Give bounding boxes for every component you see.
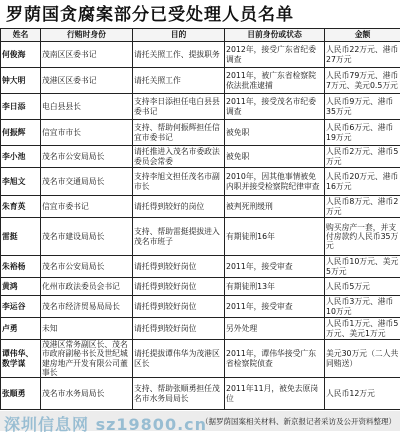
table-row [1, 340, 400, 378]
cell-identity: 茂名市公安局局长 [41, 146, 133, 168]
header-name: 姓名 [1, 29, 41, 42]
cell-identity: 茂名市交通局局长 [41, 168, 133, 196]
cell-amount: 美元30万元（二人共同贿送） [325, 340, 400, 378]
watermark: 深圳信息网 sz19800.cn [4, 412, 207, 435]
cell-amount: 人民币22万元、港币27万元 [325, 42, 400, 68]
cell-name: 李小池 [1, 146, 41, 168]
cell-identity: 茂名市水务局局长 [41, 378, 133, 410]
cell-identity: 信宜市市长 [41, 120, 133, 146]
cell-name: 卢勇 [1, 318, 41, 340]
cell-name: 谭伟华、数学谋 [1, 340, 41, 378]
cell-status: 2010年，因其他事情被免内职并接受检察院纪律审查 [225, 168, 325, 196]
header-amount: 金额 [325, 29, 400, 42]
cell-status: 2012年，接受广东省纪委调查 [225, 42, 325, 68]
cell-status: 2011年11月，被免去原岗位 [225, 378, 325, 410]
cell-identity: 电白县县长 [41, 94, 133, 120]
cell-status: 2011年，接受审查 [225, 296, 325, 318]
cell-amount: 人民币9万元、港币35万元 [325, 94, 400, 120]
cell-status: 2011年，被广东省检察院依法批准逮捕 [225, 68, 325, 94]
table-row [1, 278, 400, 296]
header-identity: 行贿时身份 [41, 29, 133, 42]
cell-identity: 化州市政法委员会书记 [41, 278, 133, 296]
cell-identity: 茂名市公安局局长 [41, 256, 133, 278]
cell-status: 有期徒刑13年 [225, 278, 325, 296]
table-row [1, 256, 400, 278]
cell-identity: 茂南区区委书记 [41, 42, 133, 68]
cell-purpose: 请托关照工作 [133, 68, 225, 94]
table-row [1, 68, 400, 94]
cell-status: 2011年，接受茂名市纪委调查 [225, 94, 325, 120]
cell-purpose: 请托得到较好岗位 [133, 278, 225, 296]
cell-status: 被免职 [225, 146, 325, 168]
cell-purpose: 支持、帮助何振辉担任信宜市委书记 [133, 120, 225, 146]
cell-name: 何俊海 [1, 42, 41, 68]
cell-purpose: 请托得到较好岗位 [133, 318, 225, 340]
cell-name: 何振辉 [1, 120, 41, 146]
table-row [1, 218, 400, 256]
table-row [1, 168, 400, 196]
table-row [1, 378, 400, 410]
table-row [1, 196, 400, 218]
page-title: 罗荫国贪腐案部分已受处理人员名单 [6, 2, 396, 28]
cell-status: 2011年，接受审查 [225, 256, 325, 278]
cell-identity: 茂港区常务副区长、茂名市政府副秘书长及世纪城建房地产开发有限公司董事长 [41, 340, 133, 378]
cell-purpose: 请托关照工作、提拔职务 [133, 42, 225, 68]
cell-purpose: 请托得到较好岗位 [133, 296, 225, 318]
cell-status: 被判死刑缓刑 [225, 196, 325, 218]
cell-name: 朱裕杨 [1, 256, 41, 278]
cell-amount: 人民币8万元、港币2万元 [325, 196, 400, 218]
cell-status: 2011年，谭伟华接受广东省检察院侦查 [225, 340, 325, 378]
cell-purpose: 请托得到较好的岗位 [133, 196, 225, 218]
cell-amount: 人民币79万元、港币7万元、美元0.5万元 [325, 68, 400, 94]
cell-amount: 人民币5万元 [325, 278, 400, 296]
header-status: 目前身份或状态 [225, 29, 325, 42]
cell-name: 张順勇 [1, 378, 41, 410]
cell-amount: 人民币3万元、港币10万元 [325, 296, 400, 318]
personnel-table [0, 28, 400, 410]
table-header-row [1, 29, 400, 42]
cell-amount: 人民币2万元、港币5万元 [325, 146, 400, 168]
cell-amount: 人民币20万元、港币16万元 [325, 168, 400, 196]
cell-identity: 茂港区区委书记 [41, 68, 133, 94]
cell-name: 雷挺 [1, 218, 41, 256]
cell-purpose: 请托得到较好岗位 [133, 256, 225, 278]
cell-amount: 购买房产一套，并支付房款约人民币35万元 [325, 218, 400, 256]
cell-name: 李日添 [1, 94, 41, 120]
table-row [1, 146, 400, 168]
table-row [1, 318, 400, 340]
cell-amount: 人民币6万元、港币19万元 [325, 120, 400, 146]
table-row [1, 296, 400, 318]
cell-status: 被免职 [225, 120, 325, 146]
cell-purpose: 请托推进入茂名市委政法委员会常委 [133, 146, 225, 168]
cell-name: 李运谷 [1, 296, 41, 318]
table-row [1, 94, 400, 120]
cell-name: 朱育英 [1, 196, 41, 218]
cell-status: 有期徒刑16年 [225, 218, 325, 256]
cell-purpose: 支持、帮助张順勇担任茂名市水务局局长 [133, 378, 225, 410]
cell-name: 钟大明 [1, 68, 41, 94]
cell-identity: 茂名市建设局局长 [41, 218, 133, 256]
table-row [1, 120, 400, 146]
cell-identity: 茂名市经济贸易局局长 [41, 296, 133, 318]
cell-amount: 人民币1万元、港币5万元、美元1万元 [325, 318, 400, 340]
header-purpose: 目的 [133, 29, 225, 42]
cell-name: 李旭文 [1, 168, 41, 196]
cell-amount: 人民币12万元 [325, 378, 400, 410]
cell-identity: 未知 [41, 318, 133, 340]
cell-purpose: 支持李日添担任电白县县委书记 [133, 94, 225, 120]
cell-status: 另外处理 [225, 318, 325, 340]
source-note: （据罗荫国案相关材料、新京报记者采访及公开资料整理） [201, 416, 396, 427]
cell-purpose: 支持李旭文担任茂名市副市长 [133, 168, 225, 196]
cell-purpose: 请托提拔谭伟华为茂港区区长 [133, 340, 225, 378]
cell-identity: 信宜市委书记 [41, 196, 133, 218]
table-row [1, 42, 400, 68]
table-body [1, 42, 400, 410]
footer [0, 411, 400, 431]
cell-purpose: 支持、帮助雷挺提拔进入茂名市班子 [133, 218, 225, 256]
cell-amount: 人民币10万元、美元5万元 [325, 256, 400, 278]
cell-name: 黄鸿 [1, 278, 41, 296]
